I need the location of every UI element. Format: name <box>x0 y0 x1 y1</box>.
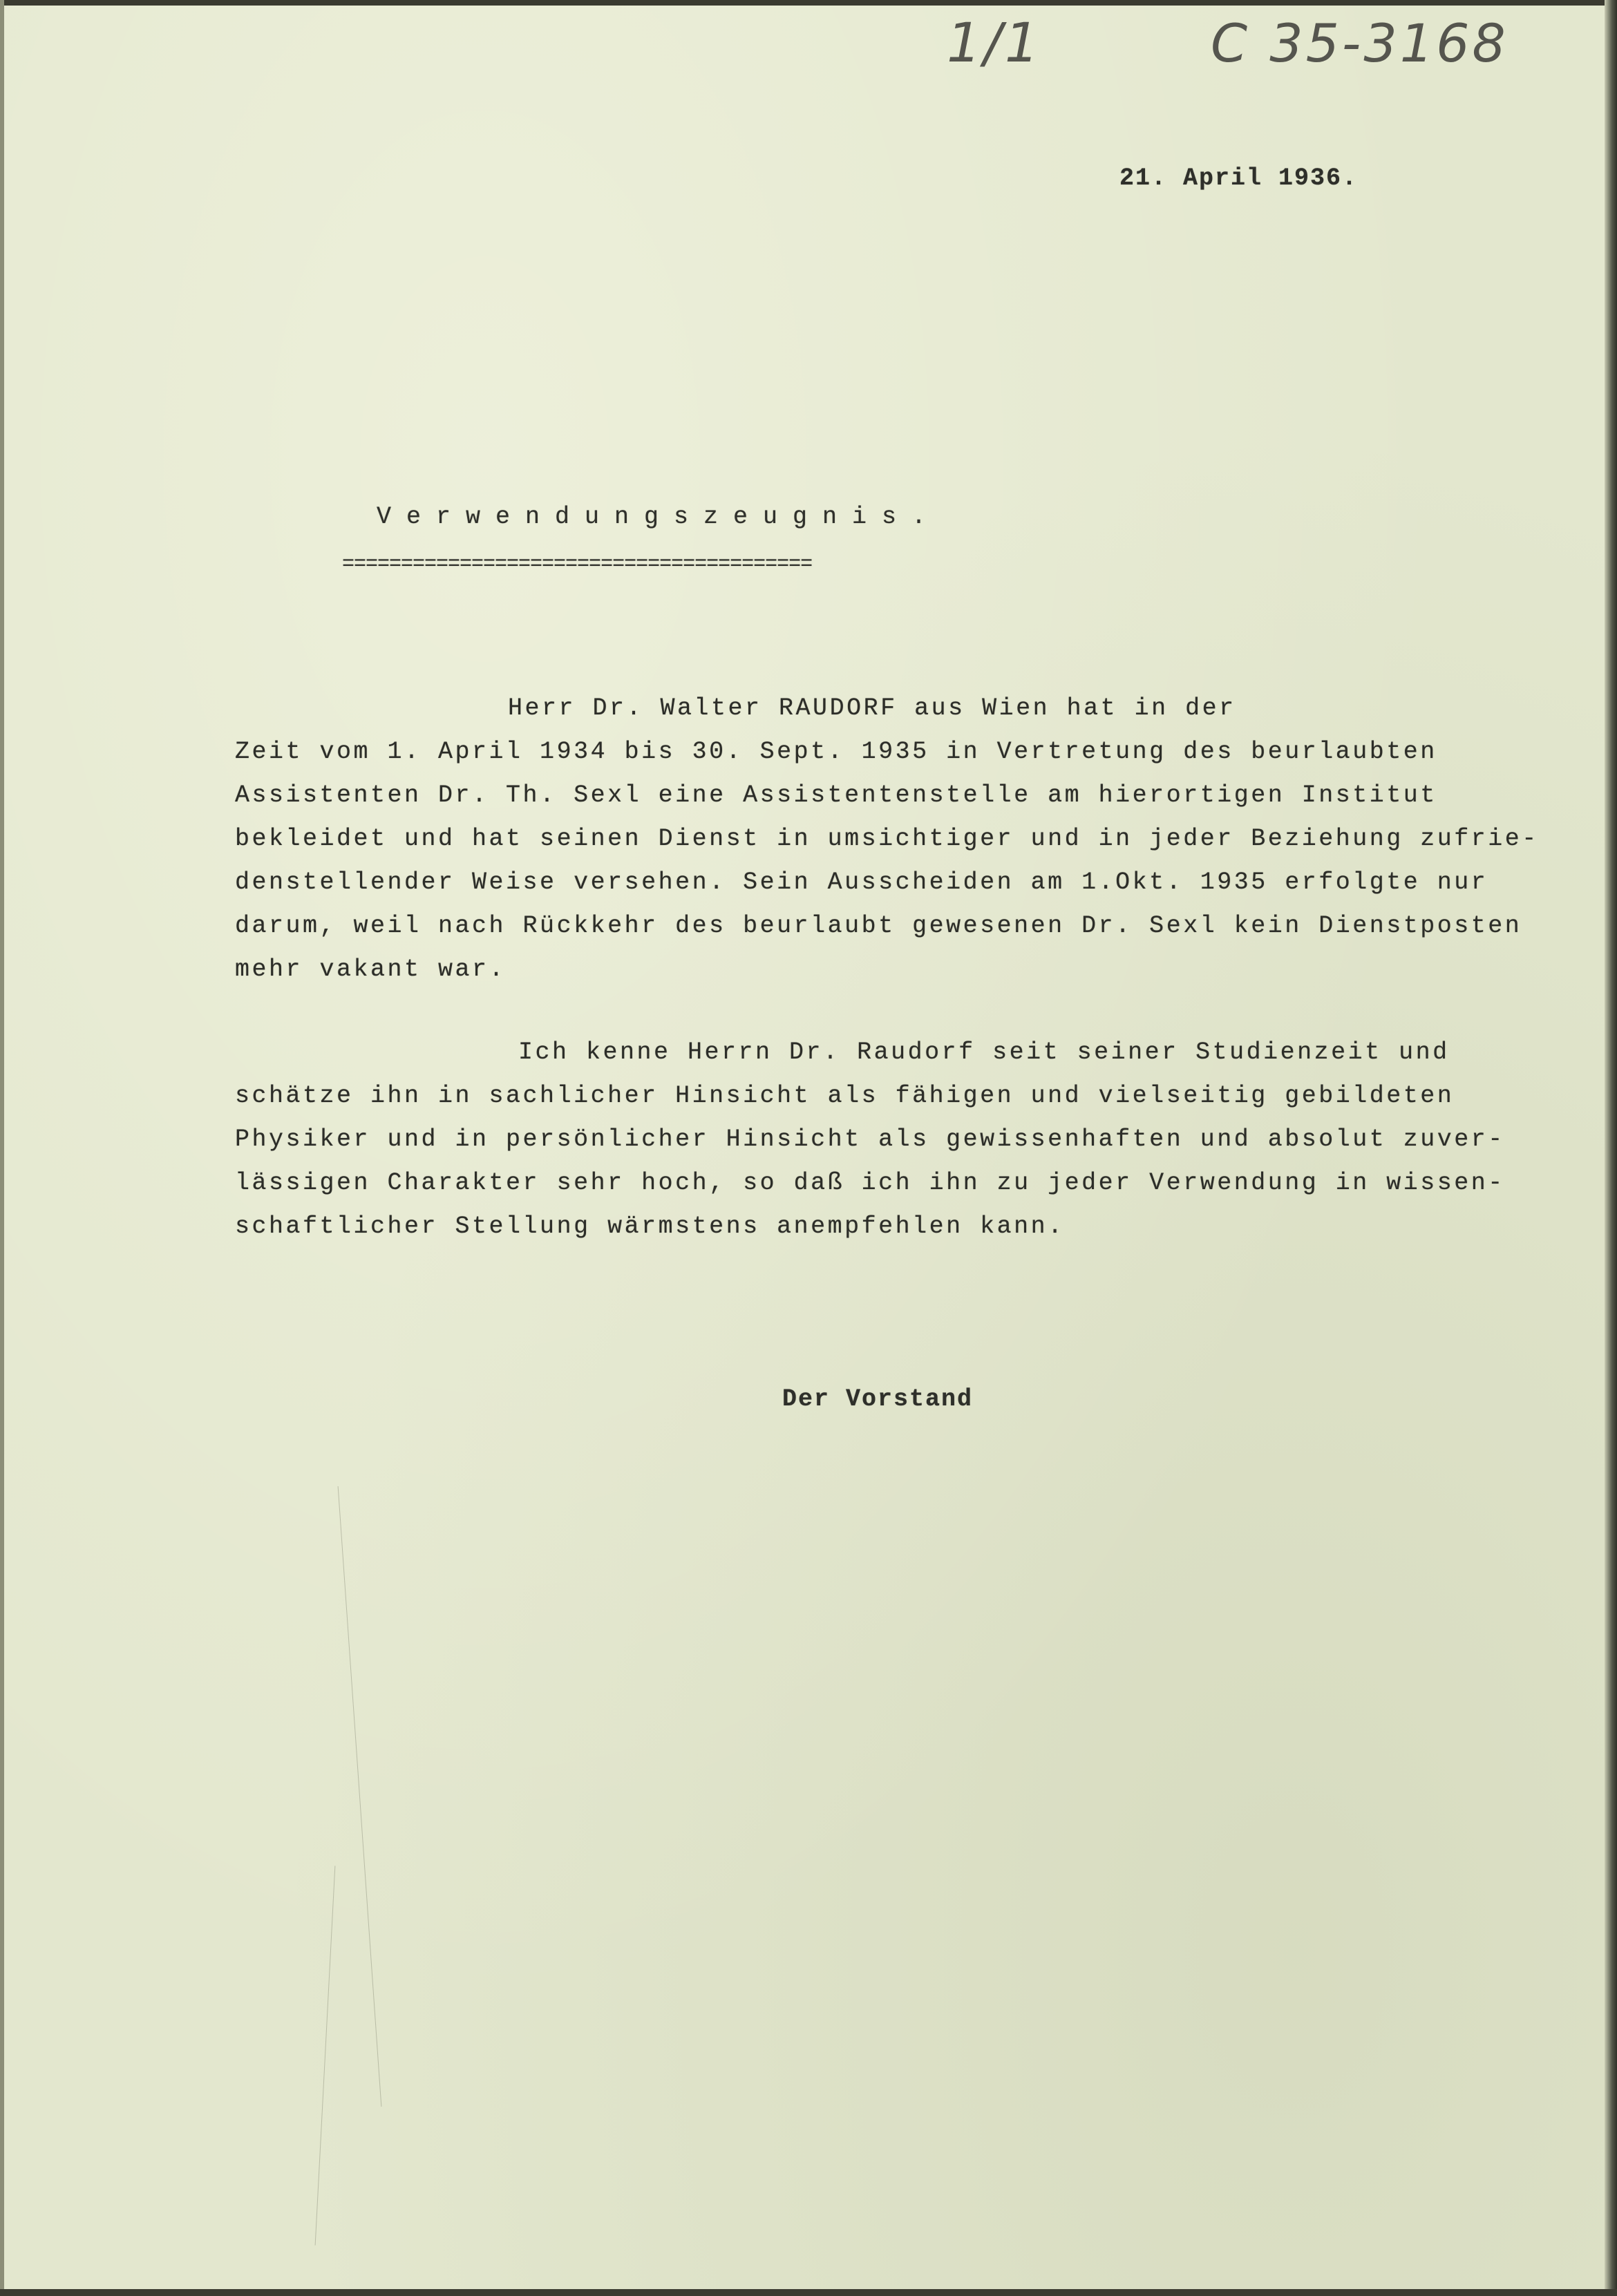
scan-edge-bottom <box>0 2289 1617 2296</box>
paper-crease <box>315 1866 336 2245</box>
document-title: Verwendungszeugnis. <box>377 503 942 531</box>
letter-page: 1/1 C 35-3168 21. April 1936. Verwendungszeugnis. ======================================== Herr Dr. Walter RAUDORF aus Wien hat in der Zeit vom 1. April 1934 bis 30. Sept. 1935 in Vertretung des beurlaubten Assistenten Dr. Th. Sexl eine Assistentenstelle am hierortigen Institut bekleidet und hat seinen Dienst in umsichtiger und in jeder Beziehung zufrie- denstellender Weise versehen. Sein Ausscheiden am 1.Okt. 1935 erfolgte nur darum, weil nach Rückkehr des beurlaubt gewesenen Dr. Sexl kein Dienstposten mehr vakant war. Ich kenne Herrn Dr. Raudorf seit seiner Studienzeit und schätze ihn in sachlicher Hinsicht als fähigen und vielseitig gebildeten Physiker und in persönlicher Hinsicht als gewissenhaften und absolut zuver- lässigen Charakter sehr hoch, so daß ich ihn zu jeder Verwendung in wissen- schaftlicher Stellung wärmstens anempfehlen kann. Der Vorstand <box>0 0 1617 2296</box>
scan-edge-right <box>1605 0 1617 2296</box>
letter-date: 21. April 1936. <box>1119 164 1359 192</box>
title-underline: ======================================== <box>342 553 813 576</box>
scan-edge-top <box>0 0 1617 6</box>
handwritten-page-marker: 1/1 <box>947 12 1042 75</box>
signature-line: Der Vorstand <box>782 1385 974 1413</box>
handwritten-reference-number: C 35-3168 <box>1211 12 1509 74</box>
scan-edge-left <box>0 0 4 2296</box>
paper-crease <box>338 1486 382 2107</box>
